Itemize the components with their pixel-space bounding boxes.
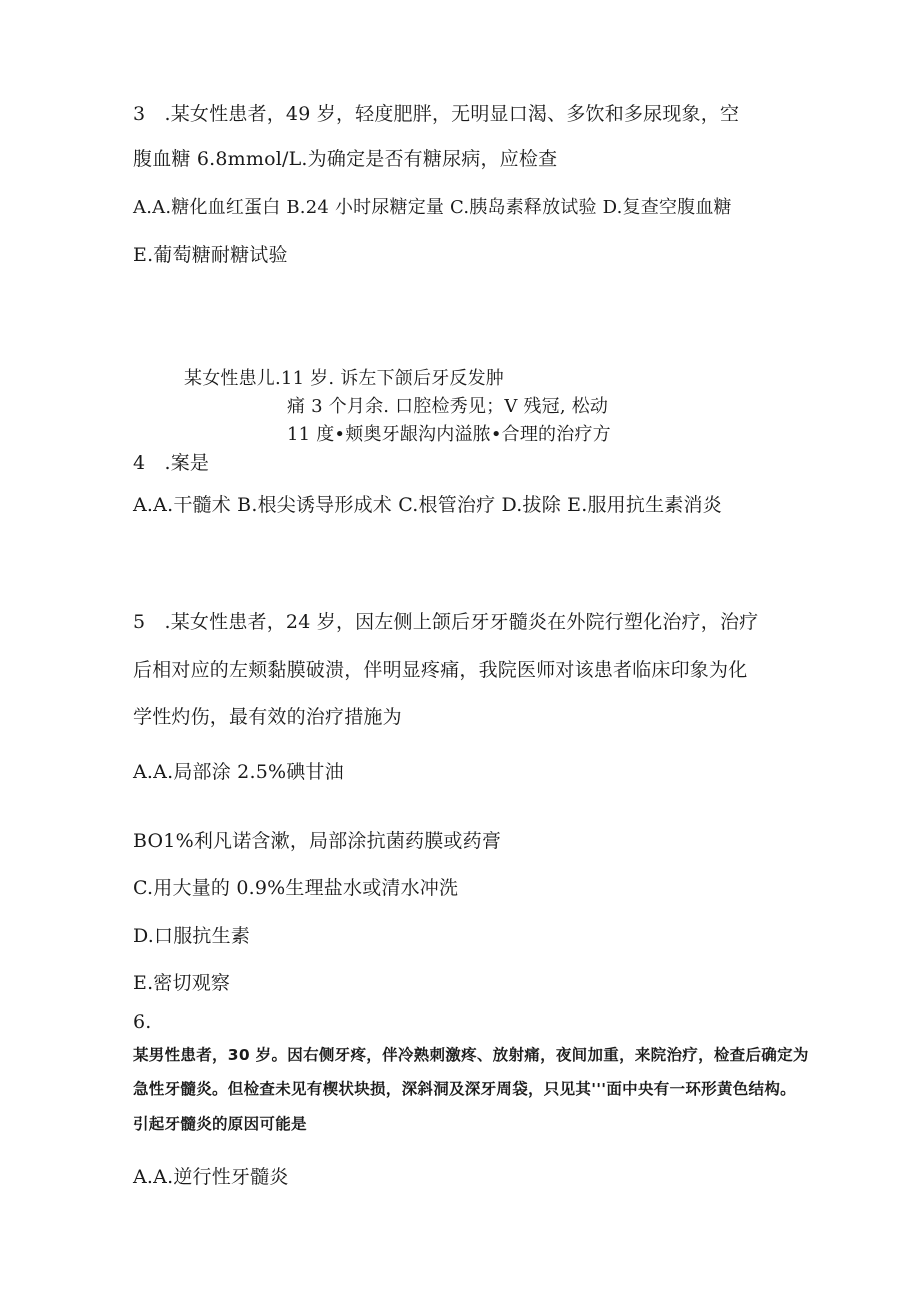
q4-options: A.A.干髓术 B.根尖诱导形成术 C.根管治疗 D.拔除 E.服用抗生素消炎 — [133, 494, 722, 516]
q6-stem-line-2: 急性牙髓炎。但检查未见有楔状块损，深斜洞及深牙周袋，只见其'''面中央有一环形黄色结构。 — [133, 1080, 796, 1098]
q4-number-line: 4 .案是 — [133, 452, 210, 474]
q5-option-b: BO1%利凡诺含漱，局部涂抗菌药膜或药膏 — [133, 830, 502, 852]
q5-option-c: C.用大量的 0.9%生理盐水或清水冲洗 — [133, 877, 459, 899]
q3-options: A.A.糖化血红蛋白 B.24 小时尿糖定量 C.胰岛素释放试验 D.复查空腹血糖 — [133, 197, 732, 218]
q5-stem-line-2: 后相对应的左颊黏膜破溃，伴明显疼痛，我院医师对该患者临床印象为化 — [133, 659, 748, 681]
q4-stem-line-3: 11 度•颊奥牙龈沟内溢脓•合理的治疗方 — [287, 424, 611, 445]
q5-option-a: A.A.局部涂 2.5%碘甘油 — [133, 761, 344, 783]
q5-option-e: E.密切观察 — [133, 972, 231, 994]
q5-stem-line-3: 学性灼伤，最有效的治疗措施为 — [133, 706, 402, 728]
q6-stem-line-3: 引起牙髓炎的原因可能是 — [133, 1115, 307, 1133]
q5-option-d: D.口服抗生素 — [133, 925, 250, 947]
q3-option-e: E.葡萄糖耐糖试验 — [133, 244, 288, 266]
q6-option-a: A.A.逆行性牙髓炎 — [133, 1166, 289, 1188]
q5-stem-line-1: 5 .某女性患者，24 岁，因左侧上颌后牙牙髓炎在外院行塑化治疗，治疗 — [133, 611, 759, 633]
q6-stem-line-1: 某男性患者，30 岁。因右侧牙疼，伴冷熟刺激疼、放射痛，夜间加重，来院治疗，检查后确定为 — [133, 1046, 809, 1064]
q6-number: 6. — [133, 1011, 152, 1033]
q4-stem-line-1: 某女性患儿.11 岁. 诉左下颌后牙反发肿 — [184, 368, 504, 389]
q3-stem-line-1: 3 .某女性患者，49 岁，轻度肥胖，无明显口渴、多饮和多尿现象，空 — [133, 103, 740, 125]
q4-stem-line-2: 痛 3 个月余. 口腔检秀见；V 残冠, 松动 — [287, 396, 609, 417]
q3-stem-line-2: 腹血糖 6.8mmol/L.为确定是否有糖尿病，应检查 — [133, 148, 558, 170]
